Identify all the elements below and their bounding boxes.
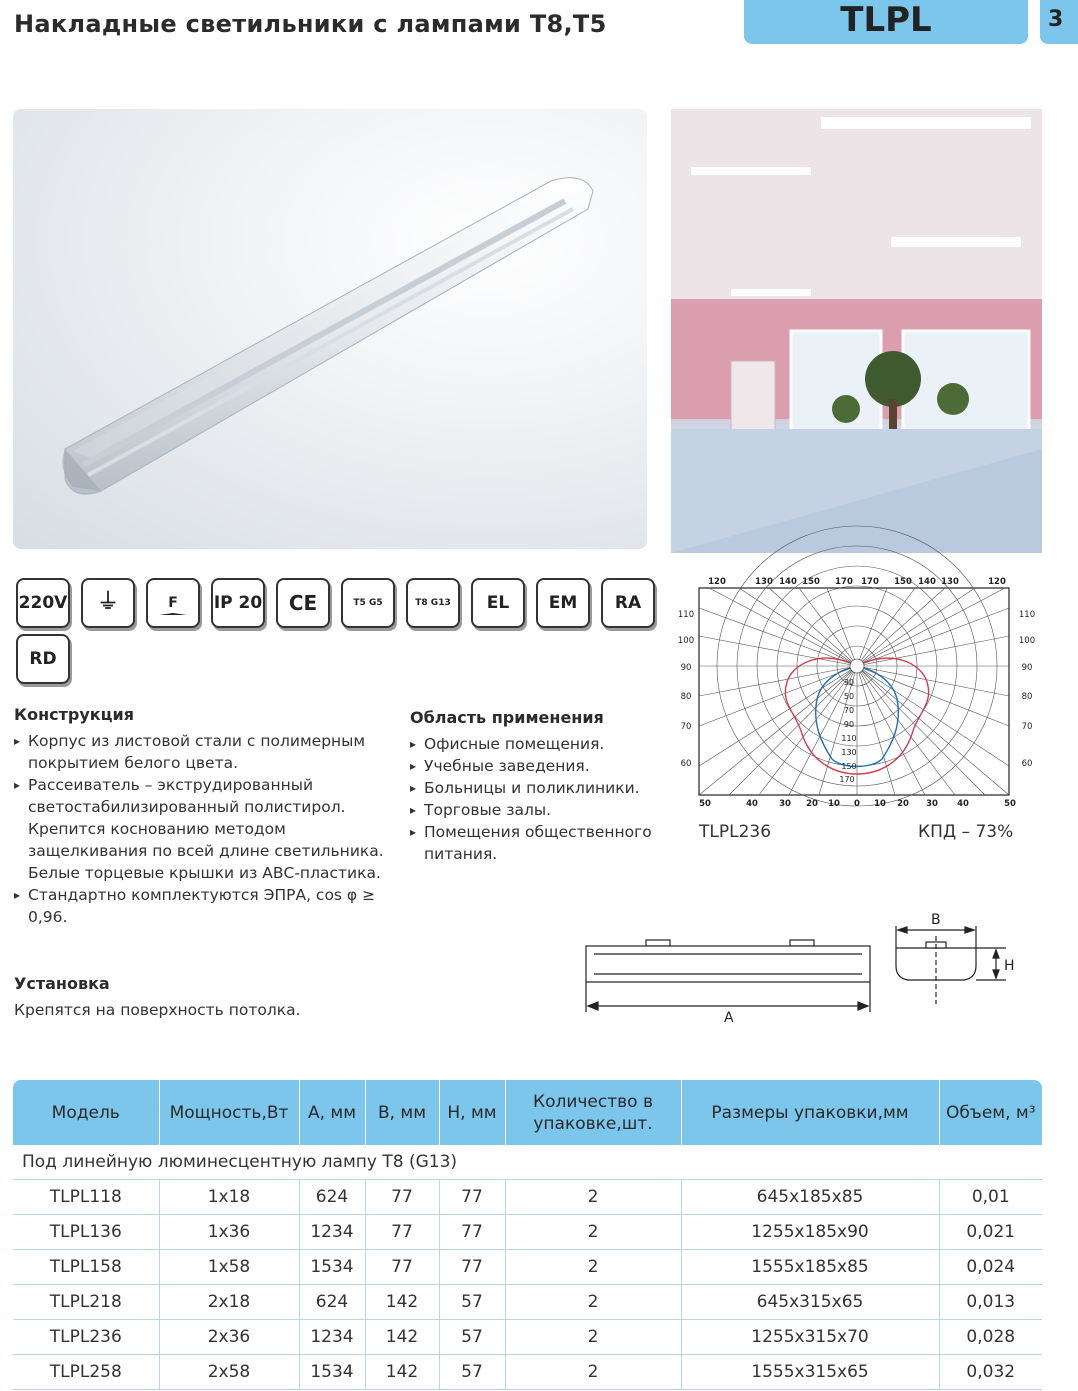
cell: 77 [439, 1250, 505, 1285]
cell: 0,028 [939, 1320, 1042, 1355]
list-item: ▸ Корпус из листовой стали с полимерным покрытием белого цвета. [14, 730, 386, 774]
cell: 2 [505, 1180, 681, 1215]
cell: 1x58 [159, 1250, 299, 1285]
top-label: 150 [802, 577, 820, 587]
cell: 0,013 [939, 1285, 1042, 1320]
cell: 142 [365, 1355, 439, 1390]
cell: 0,032 [939, 1355, 1042, 1390]
top-label: 140 [779, 577, 797, 587]
top-label: 120 [988, 577, 1006, 587]
list-item: ▸ Помещения общественного питания. [410, 821, 660, 865]
cell: 1255x315x70 [681, 1320, 939, 1355]
right-label: 70 [1021, 722, 1033, 732]
right-label: 100 [1018, 636, 1036, 646]
left-label: 70 [680, 722, 692, 732]
cell: 57 [439, 1320, 505, 1355]
cell: 1234 [299, 1215, 365, 1250]
col-b: B, мм [365, 1080, 439, 1145]
construction-section [14, 705, 386, 928]
inner-label: 170 [839, 775, 855, 784]
diagram-model-caption: TLPL236 [699, 822, 772, 842]
cell: 1x18 [159, 1180, 299, 1215]
bottom-label: 50 [1004, 799, 1016, 809]
left-label: 100 [677, 636, 695, 646]
left-label: 90 [680, 663, 692, 673]
badge-ip20: IP 20 [211, 578, 265, 628]
cell: 624 [299, 1180, 365, 1215]
cell: 2 [505, 1285, 681, 1320]
top-label: 140 [918, 577, 936, 587]
cell: 2 [505, 1215, 681, 1250]
inner-label: 110 [841, 734, 857, 743]
badge-rd: RD [16, 634, 70, 684]
cell: 2 [505, 1320, 681, 1355]
bottom-label: 10 [874, 799, 886, 809]
table-header-row [13, 1080, 1042, 1145]
ground-icon: ⏚ [81, 578, 135, 628]
application-section [410, 708, 660, 865]
table-row [13, 1180, 1042, 1215]
installation-heading: Установка [14, 974, 110, 993]
cell: TLPL258 [13, 1355, 159, 1390]
cell: 1555x185x85 [681, 1250, 939, 1285]
cell: 57 [439, 1355, 505, 1390]
cell: 1255x185x90 [681, 1215, 939, 1250]
cell: 77 [439, 1215, 505, 1250]
cell: 57 [439, 1285, 505, 1320]
table-row [13, 1285, 1042, 1320]
cell: 1534 [299, 1355, 365, 1390]
badge-el: EL [471, 578, 525, 628]
right-label: 60 [1021, 759, 1033, 769]
bottom-label: 0 [854, 799, 860, 809]
cell: 1534 [299, 1250, 365, 1285]
application-list [410, 733, 660, 865]
table-row [13, 1355, 1042, 1390]
cell: 0,021 [939, 1215, 1042, 1250]
diagram-efficiency-caption: КПД – 73% [918, 822, 1014, 842]
list-item: ▸ Больницы и поликлиники. [410, 777, 660, 799]
cell: 624 [299, 1285, 365, 1320]
dim-a-label: A [724, 1010, 734, 1026]
cell: TLPL158 [13, 1250, 159, 1285]
cell: 2 [505, 1355, 681, 1390]
badge-ra: RA [601, 578, 655, 628]
cell: 142 [365, 1320, 439, 1355]
construction-heading: Конструкция [14, 705, 134, 724]
cell: 645x315x65 [681, 1285, 939, 1320]
top-label: 130 [941, 577, 959, 587]
room-photo [671, 109, 1042, 553]
inner-label: 30 [843, 678, 855, 687]
polar-chart [672, 574, 1042, 814]
col-model: Модель [13, 1080, 159, 1145]
cell: 1555x315x65 [681, 1355, 939, 1390]
room-illustration [671, 109, 1042, 553]
bottom-label: 10 [828, 799, 840, 809]
top-label: 120 [708, 577, 726, 587]
specification-table [13, 1080, 1042, 1390]
cell: 645x185x85 [681, 1180, 939, 1215]
col-a: A, мм [299, 1080, 365, 1145]
table-section-row [13, 1145, 1042, 1180]
bottom-label: 40 [746, 799, 758, 809]
top-label: 170 [861, 577, 879, 587]
badge-220v: 220V [16, 578, 70, 628]
dim-h-label: H [1004, 958, 1015, 974]
badge-t5g5: T5 G5 [341, 578, 395, 628]
col-power: Мощность,Вт [159, 1080, 299, 1145]
right-label: 80 [1021, 692, 1033, 702]
inner-label: 130 [841, 748, 857, 757]
cell: 2x58 [159, 1355, 299, 1390]
right-label: 110 [1018, 610, 1036, 620]
product-tab: TLPL [744, 0, 1028, 44]
bottom-label: 20 [897, 799, 909, 809]
application-heading: Область применения [410, 708, 604, 727]
cell: 142 [365, 1285, 439, 1320]
list-item: ▸ Торговые залы. [410, 799, 660, 821]
top-label: 170 [835, 577, 853, 587]
left-label: 80 [680, 692, 692, 702]
inner-label: 90 [843, 720, 855, 729]
construction-list [14, 730, 386, 928]
bottom-label: 30 [926, 799, 938, 809]
cell: TLPL236 [13, 1320, 159, 1355]
installation-section [14, 974, 394, 1019]
list-item: ▸ Офисные помещения. [410, 733, 660, 755]
badge-f: F [146, 578, 200, 628]
list-item: ▸ Рассеиватель – экструдированный светостабилизированный полистирол. Крепится коснованию методом защелкивания по всей длине светильника. Белые торцевые крышки из АВС-пластика. [14, 774, 386, 884]
list-item: ▸ Стандартно комплектуются ЭПРА, cos φ ≥ 0,96. [14, 884, 386, 928]
col-qty: Количество в упаковке,шт. [505, 1080, 681, 1145]
cell: TLPL218 [13, 1285, 159, 1320]
table-row [13, 1215, 1042, 1250]
luminaire-illustration [13, 109, 647, 549]
col-h: H, мм [439, 1080, 505, 1145]
top-label: 150 [894, 577, 912, 587]
page-number-tab: 3 [1040, 0, 1078, 44]
inner-label: 150 [841, 762, 857, 771]
cell: TLPL136 [13, 1215, 159, 1250]
badge-em: EM [536, 578, 590, 628]
bottom-label: 50 [699, 799, 711, 809]
light-distribution-diagram [672, 574, 1042, 814]
badge-ce: CE [276, 578, 330, 628]
inner-label: 70 [843, 706, 855, 715]
cell: 77 [365, 1250, 439, 1285]
page-title: Накладные светильники с лампами Т8,Т5 [14, 10, 607, 38]
left-label: 60 [680, 759, 692, 769]
bottom-label: 20 [806, 799, 818, 809]
dim-b-label: B [931, 912, 941, 928]
cell: 2 [505, 1250, 681, 1285]
cell: 2x18 [159, 1285, 299, 1320]
cell: 0,024 [939, 1250, 1042, 1285]
dimension-sketch [580, 908, 1020, 1028]
cell: TLPL118 [13, 1180, 159, 1215]
dimension-drawing [580, 908, 1020, 1028]
cell: 2x36 [159, 1320, 299, 1355]
col-volume: Объем, м³ [939, 1080, 1042, 1145]
list-item: ▸ Учебные заведения. [410, 755, 660, 777]
bottom-label: 40 [957, 799, 969, 809]
table-row [13, 1250, 1042, 1285]
left-label: 110 [677, 610, 695, 620]
bottom-label: 30 [779, 799, 791, 809]
cell: 77 [439, 1180, 505, 1215]
cell: 1234 [299, 1320, 365, 1355]
cell: 1x36 [159, 1215, 299, 1250]
top-label: 130 [755, 577, 773, 587]
installation-text: Крепятся на поверхность потолка. [14, 1001, 301, 1019]
cell: 77 [365, 1215, 439, 1250]
product-photo [13, 109, 647, 549]
section-label: Под линейную люминесцентную лампу Т8 (G13) [13, 1145, 1042, 1180]
cell: 77 [365, 1180, 439, 1215]
table-row [13, 1320, 1042, 1355]
cell: 0,01 [939, 1180, 1042, 1215]
badge-t8g13: T8 G13 [406, 578, 460, 628]
right-label: 90 [1021, 663, 1033, 673]
col-pack: Размеры упаковки,мм [681, 1080, 939, 1145]
inner-label: 50 [843, 692, 855, 701]
